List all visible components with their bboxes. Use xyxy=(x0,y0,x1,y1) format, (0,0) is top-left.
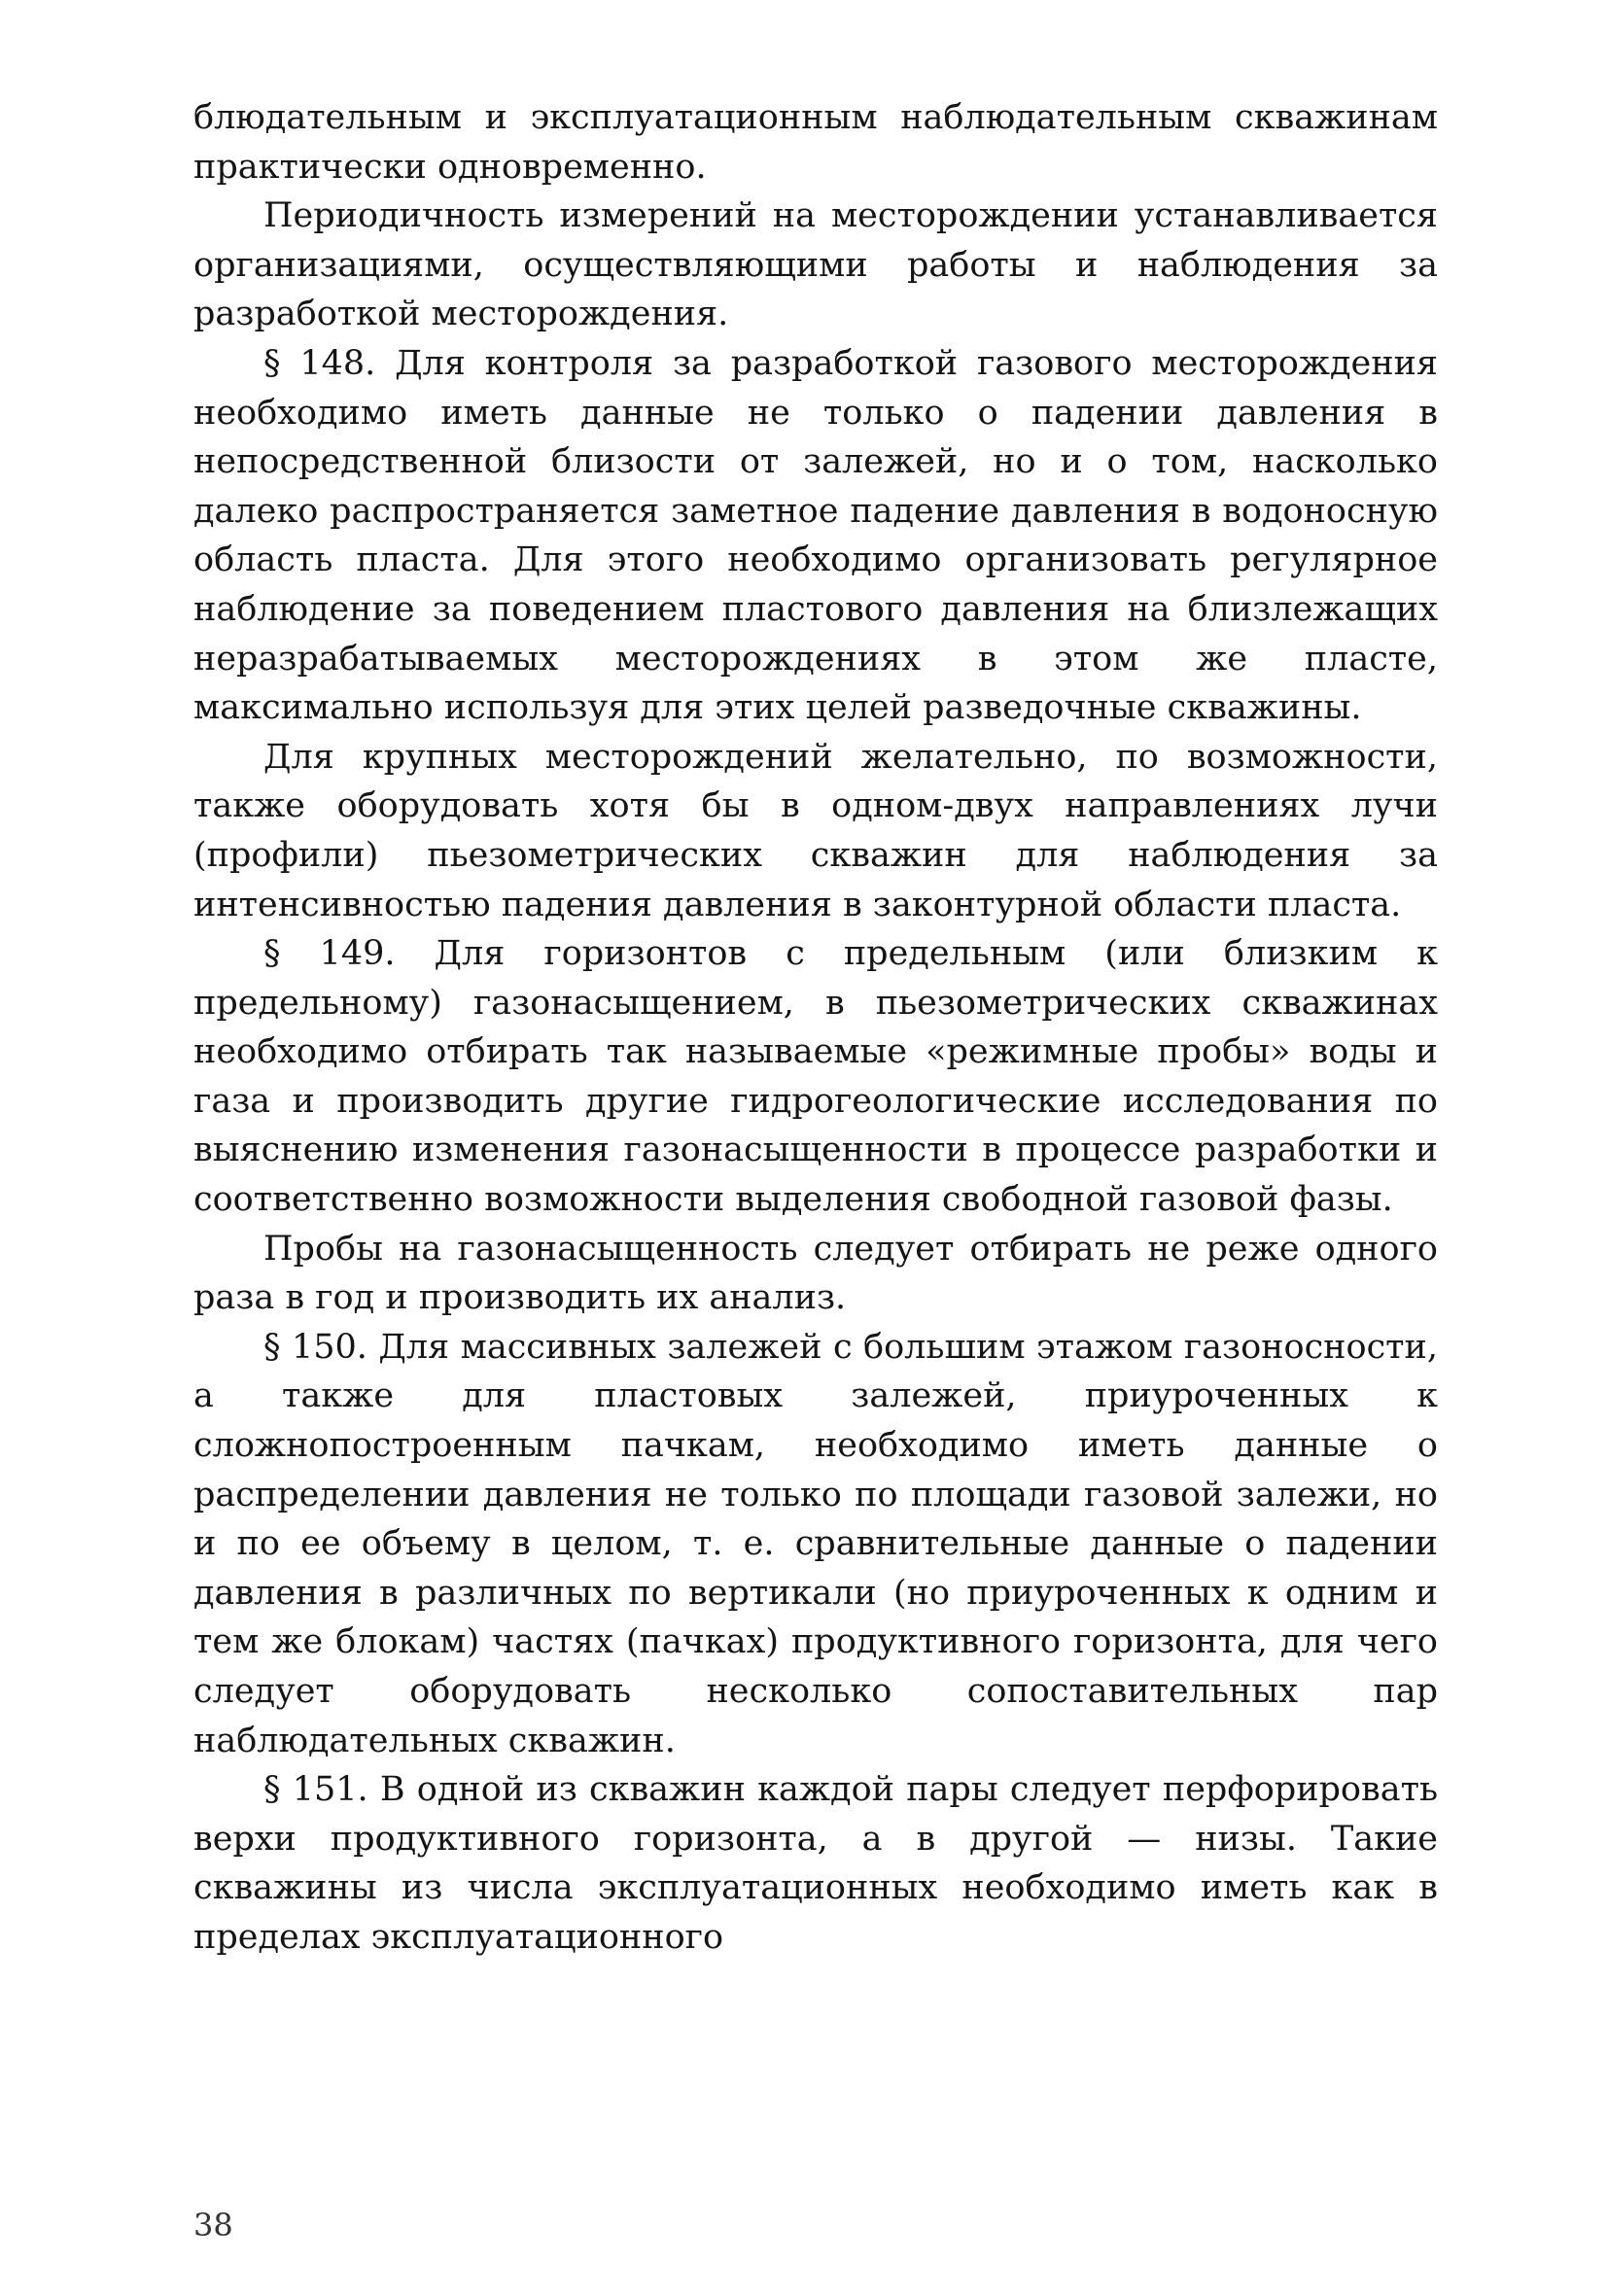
page-number: 38 xyxy=(193,2207,233,2244)
paragraph-section-151: § 151. В одной из скважин каждой пары следует перфорировать верхи продуктивного горизонта, а в другой — низы. Такие скважины из числа эксплуатационных необходимо иметь как в пределах эксплуатационного xyxy=(193,1770,1438,1957)
paragraph-gas-saturation-samples: Пробы на газонасыщенность следует отбирать не реже одного раза в год и производить их анализ. xyxy=(193,1229,1438,1318)
paragraph-continuation: блюдательным и эксплуатационным наблюдательным скважинам практически одновременно. xyxy=(193,98,1438,187)
paragraph-section-148: § 148. Для контроля за разработкой газового месторождения необходимо иметь данные не только о падении давления в непосредственной близости от залежей, но и о том, насколько далеко распространяется заметное падение давления в водоносную область пласта. Для этого необходимо организовать регулярное наблюдение за поведением пластового давления на близлежащих неразрабатываемых месторождениях в этом же пласте, максимально используя для этих целей разведочные скважины. xyxy=(193,343,1438,728)
paragraph-measurement-frequency: Периодичность измерений на месторождении устанавливается организациями, осуществляющими работы и наблюдения за разработкой месторождения. xyxy=(193,196,1438,334)
paragraph-large-fields: Для крупных месторождений желательно, по возможности, также оборудовать хотя бы в одном-двух направлениях лучи (профили) пьезометрических скважин для наблюдения за интенсивностью падения давления в законтурной области пласта. xyxy=(193,737,1438,924)
page-text xyxy=(193,93,1438,1963)
paragraph-section-149: § 149. Для горизонтов с предельным (или близким к предельному) газонасыщением, в пьезометрических скважинах необходимо отбирать так называемые «режимные пробы» воды и газа и производить другие гидрогеологические исследования по выяснению изменения газонасыщенности в процессе разработки и соответственно возможности выделения свободной газовой фазы. xyxy=(193,934,1438,1220)
paragraph-section-150: § 150. Для массивных залежей с большим этажом газоносности, а также для пластовых залежей, приуроченных к сложнопостроенным пачкам, необходимо иметь данные о распределении давления не только по площади газовой залежи, но и по ее объему в целом, т. е. сравнительные данные о падении давления в различных по вертикали (но приуроченных к одним и тем же блокам) частях (пачках) продуктивного горизонта, для чего следует оборудовать несколько сопоставительных пар наблюдательных скважин. xyxy=(193,1327,1438,1760)
